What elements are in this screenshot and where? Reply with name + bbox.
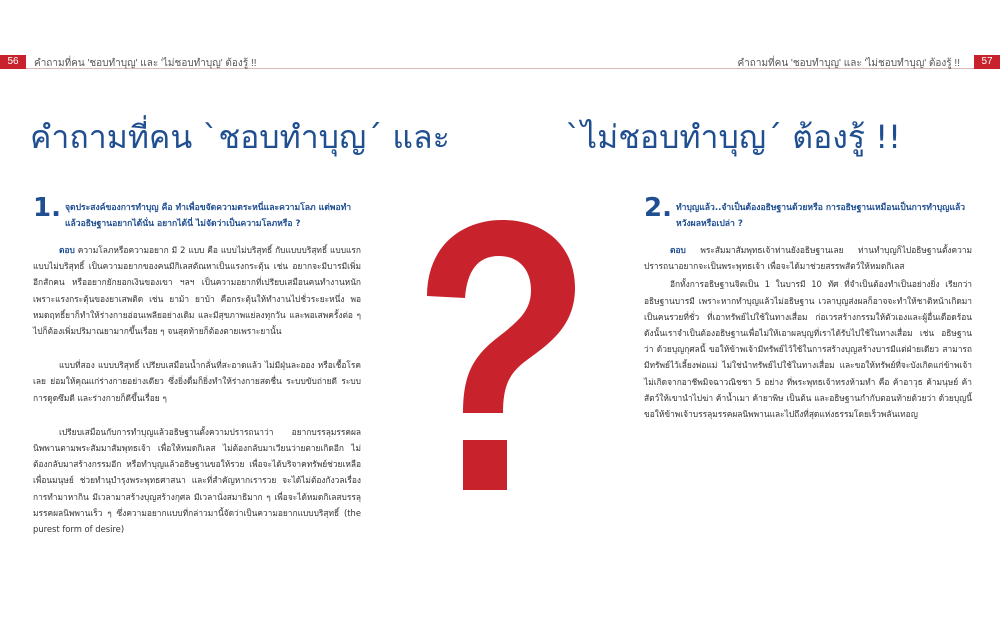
question-2-text: ทำบุญแล้ว..จำเป็นต้องอธิษฐานด้วยหรือ การอธิษฐานเหมือนเป็นการทำบุญแล้วหวังผลหรือเปล่า ? [675,203,966,229]
question-mark-dot [463,440,507,490]
left-column [33,193,361,537]
answer-2-text-1: พระสัมมาสัมพุทธเจ้าท่านยังอธิษฐานเลย ท่านทำบุญก็ไปอธิษฐานตั้งความปรารถนาอยากจะเป็นพระพุทธเจ้า เพื่อจะได้มาช่วยสรรพสัตว์ให้หมดกิเลส [644,245,972,272]
question-1-number: 1. [33,193,61,223]
question-mark-hook [427,220,575,413]
question-1 [33,193,361,232]
answer-2-label: ตอบ [670,245,686,255]
running-head-left: คำถามที่คน 'ชอบทำบุญ' และ 'ไม่ชอบทำบุญ' ต้องรู้ !! [34,58,257,69]
question-mark-icon [407,218,577,518]
answer-1-paragraph-2 [33,357,361,406]
page-number-right: 57 [974,55,1000,69]
question-2-number: 2. [644,193,672,223]
main-title-left: คำถามที่คน `ชอบทำบุญ´ และ [30,118,450,156]
question-1-text: จุดประสงค์ของการทำบุญ คือ ทำเพื่อขจัดความตระหนี่และความโลภ แต่พอทำแล้วอธิษฐานอยากได้นั่น อยากได้นี่ ไม่จัดว่าเป็นความโลภหรือ ? [64,203,352,229]
right-column [644,193,972,422]
answer-1-paragraph-1 [33,242,361,339]
running-head-right: คำถามที่คน 'ชอบทำบุญ' และ 'ไม่ชอบทำบุญ' ต้องรู้ !! [737,58,960,69]
question-2 [644,193,972,232]
answer-2-text-2: อีกทั้งการอธิษฐานจิตเป็น 1 ในบารมี 10 ทัศ ที่จำเป็นต้องทำเป็นอย่างยิ่ง เรียกว่า อธิษฐานบารมี เพราะหากทำบุญแล้วไม่อธิษฐาน เวลาบุญส่งผลก็อาจจะทำให้ชาติหน้าเกิดมาเป็นคนรวยที่ชั่ว ที่เอาทรัพย์ไปใช้ในทางเสื่อม ก่อเวรสร้างกรรมให้ตัวเองและผู้อื่นเดือดร้อน ดังนั้นเราจำเป็นต้องอธิษฐานเพื่อไม่ให้เอาผลบุญที่เราได้รับไปใช้ในทางเสื่อม เช่น อธิษฐานว่า ด้วยบุญกุศลนี้ ขอให้ข้าพเจ้ามีทรัพย์ไว้ใช้ในการสร้างบุญสร้างบารมีแต่ฝ่ายเดียว สามารถมีทรัพย์ไว้เลี้ยงพ่อแม่ ไม่ใช่นำทรัพย์ไปใช้ในทางเสื่อม และขอให้ทรัพย์ที่จะบังเกิดแก่ข้าพเจ้าไม่เกิดจากอาชีพมิจฉาวณิชชา 5 อย่าง ที่พระพุทธเจ้าทรงห้ามทำ คือ ค้าอาวุธ ค้ามนุษย์ ค้าสัตว์ให้เขานำไปฆ่า ค้าน้ำเมา ค้ายาพิษ เป็นต้น และอธิษฐานกำกับตอนท้ายด้วยว่า ด้วยบุญนี้ ขอให้ข้าพเจ้าบรรลุมรรคผลนิพพานและไปถึงที่สุดแห่งธรรมโดยเร็วพลันเทอญ [644,279,972,420]
answer-1-label: ตอบ [59,245,75,255]
answer-2-paragraph-2 [644,276,972,422]
answer-1-text-2: แบบที่สอง แบบบริสุทธิ์ เปรียบเสมือนน้ำกลั่นที่สะอาดแล้ว ไม่มีฝุ่นละออง หรือเชื้อโรคเลย ย่อมให้คุณแก่ร่างกายอย่างเดียว ซึ่งยิ่งดื่มก็ยิ่งทำให้ร่างกายสดชื่น ระบบขับถ่ายดี ระบบการดูดซึมดี และร่างกายก็ดีขึ้นเรื่อย ๆ [33,360,361,403]
answer-1-text-3: เปรียบเสมือนกับการทำบุญแล้วอธิษฐานตั้งความปรารถนาว่า อยากบรรลุมรรคผลนิพพานตามพระสัมมาสัมพุทธเจ้า เพื่อให้หมดกิเลส ไม่ต้องกลับมาเวียนว่ายตายเกิดอีก ไม่ต้องกลับมาสร้างกรรมอีก หรือทำบุญแล้วอธิษฐานขอให้รวย เพื่อจะได้บริจาคทรัพย์ช่วยเหลือเพื่อนมนุษย์ ช่วยทำนุบำรุงพระพุทธศาสนา และที่สำคัญหากเรารวย จะได้ไม่ต้องกังวลเรื่องการทำมาหากิน มีเวลามาสร้างบุญสร้างกุศล มีเวลานั่งสมาธิมาก ๆ เพื่อจะได้หมดกิเลสบรรลุมรรคผลนิพพานเร็ว ๆ ซึ่งความอยากแบบที่กล่าวมานี้จัดว่าเป็นความอยากแบบบริสุทธิ์ (the purest form of desire) [33,426,361,535]
answer-1-text-1: ความโลภหรือความอยาก มี 2 แบบ คือ แบบไม่บริสุทธิ์ กับแบบบริสุทธิ์ แบบแรก แบบไม่บริสุทธิ์ เป็นความอยากของคนมีกิเลสตัณหาเป็นแรงกระตุ้น เช่น อยากจะมีบารมีเพิ่มอีกสักคน หรืออยากยักยอกเงินของเขา ฯลฯ เป็นความอยากที่เปรียบเสมือนคนทำงานหนักเพราะแรงกระตุ้นของยาเสพติด เช่น ยาม้า ยาบ้า คือกระตุ้นให้ทำงานไปชั่วระยะหนึ่ง พอหมดฤทธิ์ยาก็ทำให้ร่างกายอ่อนเพลียอย่างเดิม และมีสุขภาพแย่ลงทุกวัน และพอเสพครั้งต่อ ๆ ไปก็ต้องเพิ่มปริมาณยามากขึ้นเรื่อย ๆ จนสุดท้ายก็ต้องตายเพราะยานั้น [33,245,361,337]
main-title-right: `ไม่ชอบทำบุญ´ ต้องรู้ !! [565,118,901,156]
answer-1-paragraph-3 [33,424,361,537]
answer-2-paragraph-1 [644,242,972,274]
page-number-left: 56 [0,55,26,69]
